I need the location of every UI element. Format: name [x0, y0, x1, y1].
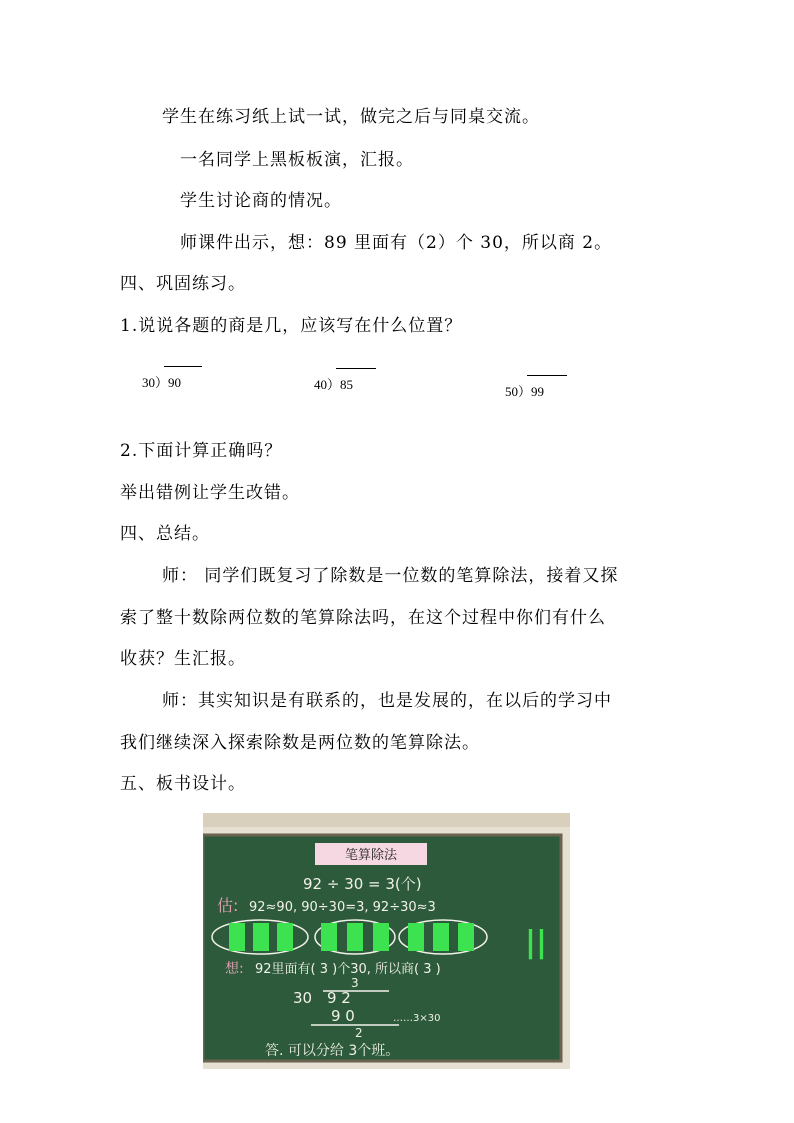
wall-trim: [203, 813, 570, 827]
paragraph-line: 1.说说各题的商是几，应该写在什么位置？: [120, 316, 463, 336]
long-div-product: 9 0: [331, 1007, 355, 1025]
stick-bundle: [277, 923, 293, 951]
bracket: ）: [155, 375, 169, 390]
division-bar: [164, 366, 202, 367]
stick-bundle: [408, 923, 424, 951]
stick-bundle: [458, 923, 474, 951]
section-heading: 四、总结。: [120, 524, 210, 544]
paragraph-line: 2.下面计算正确吗？: [120, 441, 283, 461]
paragraph-line: 师：其实知识是有联系的，也是发展的，在以后的学习中: [162, 691, 612, 711]
division-bar: [336, 368, 376, 369]
think-label: 想:: [225, 961, 244, 977]
bracket: ）: [327, 377, 341, 392]
board-equation: 92 ÷ 30 = 3(个): [303, 875, 422, 893]
long-div-divisor: 30: [293, 989, 313, 1007]
paragraph-line: 师课件出示，想：89 里面有（2）个 30，所以商 2。: [180, 233, 613, 253]
stick-bundle: [253, 923, 269, 951]
stick-bundle: [321, 923, 337, 951]
long-div-dividend: 9 2: [327, 989, 351, 1007]
stick-bundle: [373, 923, 389, 951]
divisor: 30: [142, 375, 155, 390]
paragraph-line: 一名同学上黑板板演，汇报。: [180, 150, 414, 170]
estimate-text: 92≈90, 90÷30=3, 92÷30≈3: [249, 900, 436, 915]
division-exercise-2: [314, 374, 353, 393]
divisor: 50: [505, 384, 518, 399]
paragraph-line: 索了整十数除两位数的笔算除法吗，在这个过程中你们有什么: [120, 608, 606, 628]
divisor: 40: [314, 377, 327, 392]
board-answer: 答. 可以分给 3个班。: [265, 1043, 400, 1059]
division-bar: [527, 375, 567, 376]
paragraph-line: 收获？生汇报。: [120, 649, 246, 669]
bracket: ）: [518, 384, 532, 399]
paragraph-line: 我们继续深入探索除数是两位数的笔算除法。: [120, 733, 480, 753]
think-text: 92里面有( 3 )个30, 所以商( 3 ): [255, 962, 441, 977]
blackboard-photo: [203, 813, 570, 1069]
estimate-label: 估:: [217, 896, 239, 915]
stick-bundle: [229, 923, 245, 951]
stick-bundle: [347, 923, 363, 951]
long-div-product-note: ……3×30: [393, 1013, 441, 1024]
long-div-remainder: 2: [355, 1026, 363, 1040]
paragraph-line: 学生讨论商的情况。: [180, 191, 342, 211]
dividend: 85: [340, 377, 354, 392]
paragraph-line: 学生在练习纸上试一试，做完之后与同桌交流。: [162, 107, 540, 127]
bundle-groups: [212, 920, 487, 954]
stick-bundle: [433, 923, 449, 951]
long-div-quotient: 3: [351, 976, 359, 990]
leftover-sticks: ||: [525, 925, 547, 960]
blackboard-illustration: [203, 813, 570, 1069]
division-exercise-3: [505, 381, 544, 400]
board-title: 笔算除法: [344, 848, 398, 863]
paragraph-line: 师： 同学们既复习了除数是一位数的笔算除法，接着又探: [162, 566, 619, 586]
dividend: 90: [168, 375, 182, 390]
section-heading: 四、巩固练习。: [120, 274, 246, 294]
division-exercise-1: [142, 372, 181, 391]
dividend: 99: [531, 384, 545, 399]
section-heading: 五、板书设计。: [120, 774, 246, 794]
paragraph-line: 举出错例让学生改错。: [120, 483, 300, 503]
